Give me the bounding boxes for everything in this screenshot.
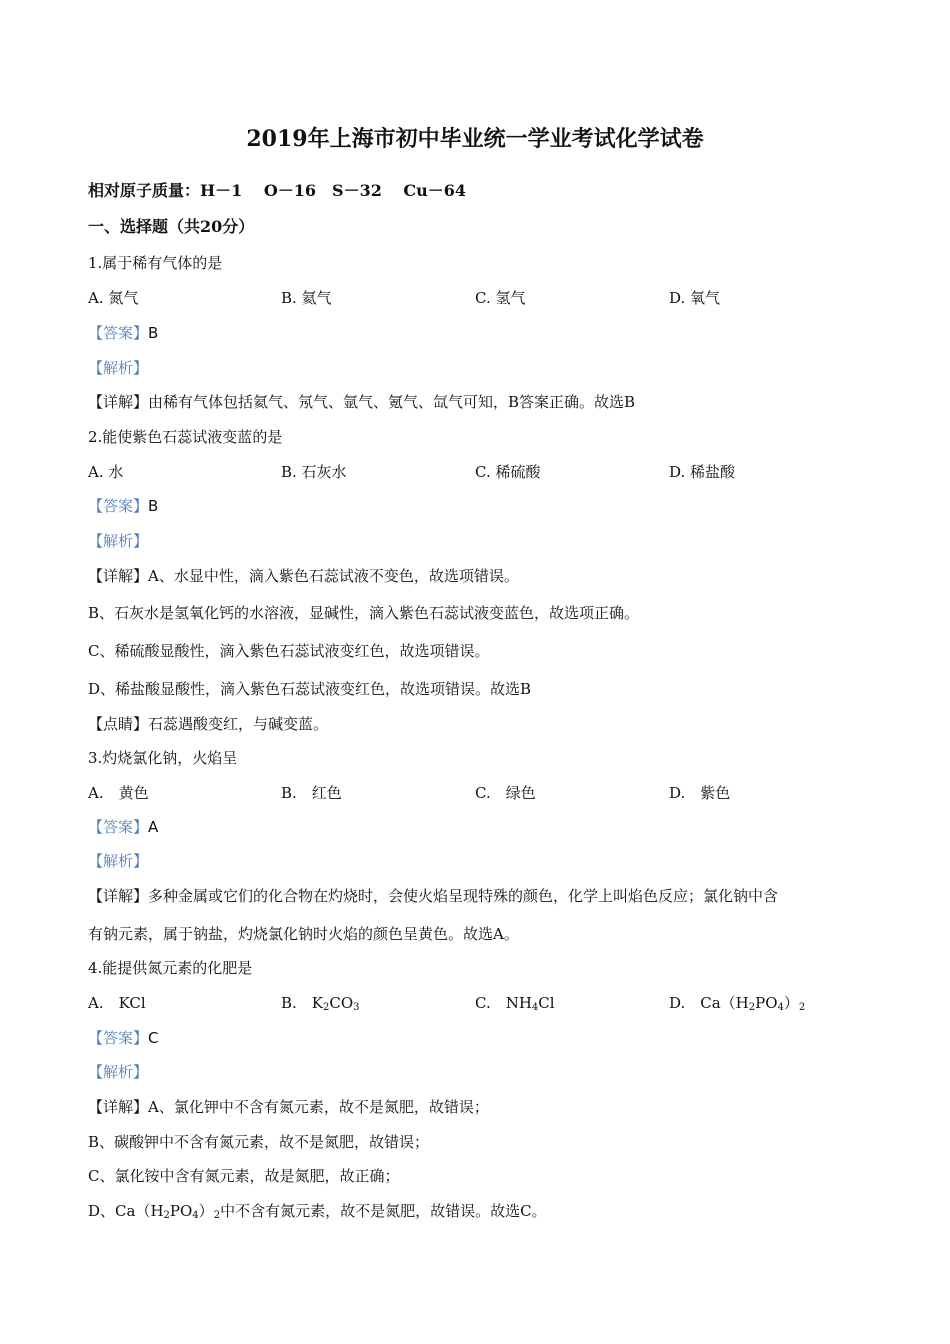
q4-answer: C — [148, 1029, 159, 1047]
question-3-stem: 3.灼烧氯化钠，火焰呈 — [88, 749, 238, 767]
q4-detail-d: D、$Ca(H_2PO_4)_2$中不含有氮元素，故不是氮肥，故错误。故选C。 — [88, 1202, 547, 1221]
q4-detail-c: C、氯化铵中含有氮元素，故是氮肥，故正确； — [88, 1167, 400, 1185]
detail-label: 【详解】 — [88, 393, 149, 411]
q3-detail-cont: 有钠元素，属于钠盐，灼烧氯化钠时火焰的颜色呈黄色。故选A。 — [88, 925, 519, 943]
detail-label: 【详解】 — [88, 567, 149, 585]
question-1-stem: 1.属于稀有气体的是 — [88, 254, 223, 272]
q3-option-c: C. 绿色 — [475, 784, 536, 802]
q1-option-a: A. 氮气 — [88, 289, 139, 307]
detail-label: 【详解】 — [88, 1098, 149, 1116]
question-2-stem: 2.能使紫色石蕊试液变蓝的是 — [88, 428, 283, 446]
section-heading: 一、选择题（共20分） — [88, 217, 255, 236]
q4-option-b: B. $K_2CO_3$ — [281, 994, 360, 1013]
q4-answer-line — [88, 1028, 159, 1048]
answer-label: 【答案】 — [88, 497, 149, 515]
q2-point-line — [88, 714, 328, 734]
q2-detail: A、水显中性，滴入紫色石蕊试液不变色，故选项错误。 — [148, 567, 519, 585]
q4-detail-line — [88, 1097, 489, 1117]
q2-point: 石蕊遇酸变红，与碱变蓝。 — [148, 715, 329, 733]
q3-detail-line — [88, 886, 778, 906]
q2-option-b: B. 石灰水 — [281, 463, 347, 481]
question-4-stem: 4.能提供氮元素的化肥是 — [88, 959, 253, 977]
answer-label: 【答案】 — [88, 324, 149, 342]
q2-analysis-label: 【解析】 — [88, 532, 149, 550]
q1-option-c: C. 氢气 — [475, 289, 526, 307]
q4-option-a: A. KCl — [88, 994, 146, 1012]
q2-answer-line — [88, 496, 158, 516]
q3-answer: A — [148, 818, 159, 836]
q2-detail-line — [88, 566, 519, 586]
answer-label: 【答案】 — [88, 1029, 149, 1047]
q2-detail-b: B、石灰水是氢氧化钙的水溶液，显碱性，滴入紫色石蕊试液变蓝色，故选项正确。 — [88, 604, 640, 622]
q4-analysis-label: 【解析】 — [88, 1063, 149, 1081]
q4-detail-b: B、碳酸钾中不含有氮元素，故不是氮肥，故错误； — [88, 1133, 430, 1151]
q3-analysis-label: 【解析】 — [88, 852, 149, 870]
q4-option-d: D. $Ca(H_2PO_4)_2$ — [669, 994, 806, 1013]
atomic-mass-line: 相对原子质量：H－1 O－16 S－32 Cu－64 — [88, 181, 467, 200]
q3-option-d: D. 紫色 — [669, 784, 731, 802]
page-title: 2019年上海市初中毕业统一学业考试化学试卷 — [246, 126, 704, 152]
q1-detail-line — [88, 392, 635, 412]
q2-answer: B — [148, 497, 159, 515]
q4-option-c: C. $NH_4Cl$ — [475, 994, 555, 1013]
q1-option-b: B. 氦气 — [281, 289, 332, 307]
q2-detail-c: C、稀硫酸显酸性，滴入紫色石蕊试液变红色，故选项错误。 — [88, 642, 490, 660]
answer-label: 【答案】 — [88, 818, 149, 836]
q3-detail: 多种金属或它们的化合物在灼烧时，会使火焰呈现特殊的颜色，化学上叫焰色反应；氯化钠中含 — [148, 887, 779, 905]
q2-option-c: C. 稀硫酸 — [475, 463, 541, 481]
q3-answer-line — [88, 817, 158, 837]
q2-detail-d: D、稀盐酸显酸性，滴入紫色石蕊试液变红色，故选项错误。故选B — [88, 680, 532, 698]
q1-answer: B — [148, 324, 159, 342]
point-label: 【点睛】 — [88, 715, 149, 733]
q2-option-a: A. 水 — [88, 463, 124, 481]
q2-option-d: D. 稀盐酸 — [669, 463, 736, 481]
q3-option-b: B. 红色 — [281, 784, 342, 802]
q1-option-d: D. 氧气 — [669, 289, 721, 307]
q3-option-a: A. 黄色 — [88, 784, 149, 802]
q1-analysis-label: 【解析】 — [88, 359, 149, 377]
q1-detail: 由稀有气体包括氦气、氖气、氩气、氪气、氙气可知，B答案正确。故选B — [148, 393, 636, 411]
q4-detail-a: A、氯化钾中不含有氮元素，故不是氮肥，故错误； — [148, 1098, 489, 1116]
detail-label: 【详解】 — [88, 887, 149, 905]
q1-answer-line — [88, 323, 158, 343]
